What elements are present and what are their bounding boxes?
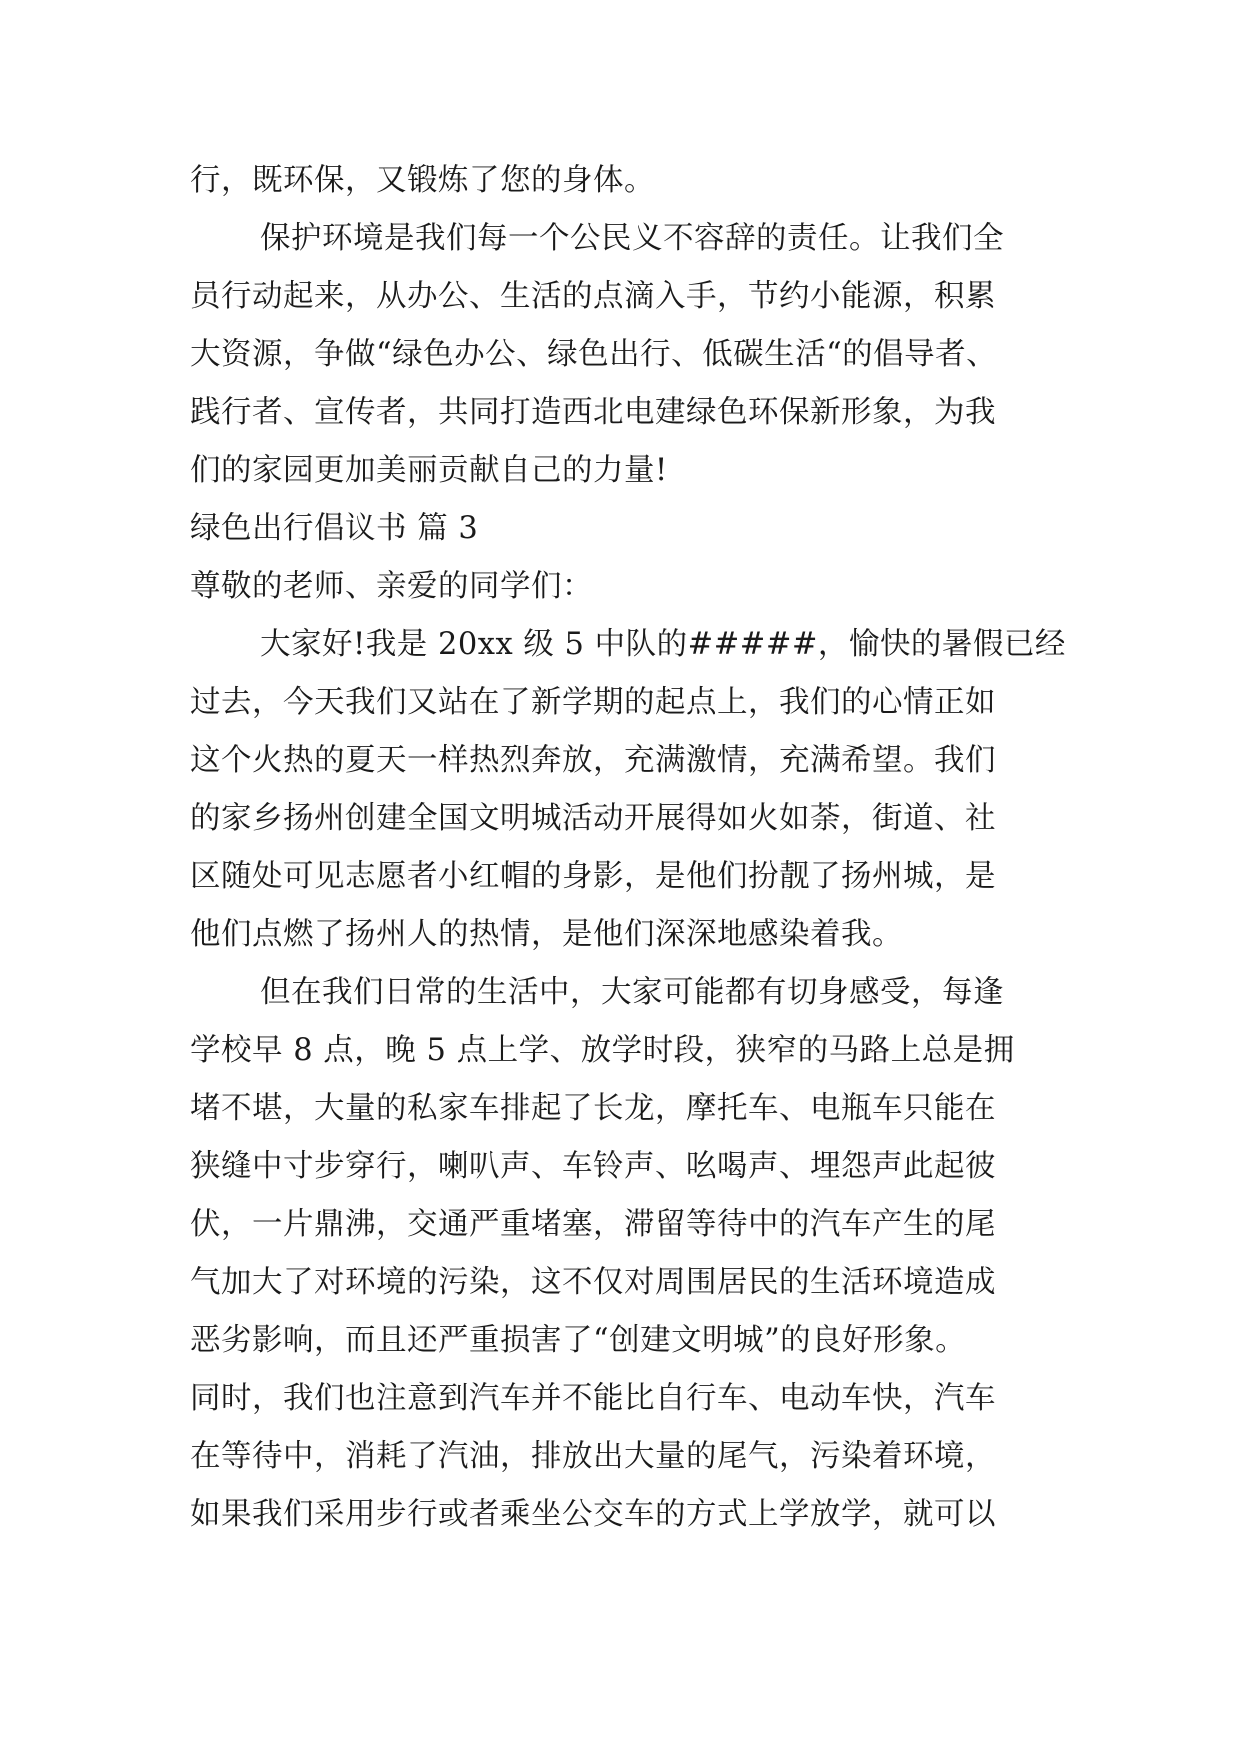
text-line: 行，既环保，又锻炼了您的身体。 [190, 163, 655, 198]
paragraph-start-line: 保护环境是我们每一个公民义不容辞的责任。让我们全 [260, 221, 1004, 256]
text-line: 大资源，争做“绿色办公、绿色出行、低碳生活“的倡导者、 [190, 337, 998, 372]
section-heading: 绿色出行倡议书 篇 3 [190, 511, 479, 546]
document-body [190, 152, 1070, 1544]
text-line: 堵不堪，大量的私家车排起了长龙，摩托车、电瓶车只能在 [190, 1091, 996, 1126]
text-line: 员行动起来，从办公、生活的点滴入手，节约小能源，积累 [190, 279, 996, 314]
text-line: 同时，我们也注意到汽车并不能比自行车、电动车快，汽车 [190, 1381, 996, 1416]
text-line: 这个火热的夏天一样热烈奔放，充满激情，充满希望。我们 [190, 743, 996, 778]
text-line: 他们点燃了扬州人的热情，是他们深深地感染着我。 [190, 917, 903, 952]
paragraph-start-line: 大家好!我是 20xx 级 5 中队的#####，愉快的暑假已经 [260, 627, 1066, 662]
text-line: 狭缝中寸步穿行，喇叭声、车铃声、吆喝声、埋怨声此起彼 [190, 1149, 996, 1184]
text-line: 过去，今天我们又站在了新学期的起点上，我们的心情正如 [190, 685, 996, 720]
text-line: 气加大了对环境的污染，这不仅对周围居民的生活环境造成 [190, 1265, 996, 1300]
text-line: 在等待中，消耗了汽油，排放出大量的尾气，污染着环境， [190, 1439, 996, 1474]
text-line: 践行者、宣传者，共同打造西北电建绿色环保新形象，为我 [190, 395, 996, 430]
text-line: 区随处可见志愿者小红帽的身影，是他们扮靓了扬州城，是 [190, 859, 996, 894]
text-line: 们的家园更加美丽贡献自己的力量! [190, 453, 668, 488]
text-line: 的家乡扬州创建全国文明城活动开展得如火如荼，街道、社 [190, 801, 996, 836]
text-line: 伏，一片鼎沸，交通严重堵塞，滞留等待中的汽车产生的尾 [190, 1207, 996, 1242]
paragraph-start-line: 但在我们日常的生活中，大家可能都有切身感受，每逢 [260, 975, 1004, 1010]
text-line: 恶劣影响，而且还严重损害了“创建文明城”的良好形象。 [190, 1323, 967, 1358]
text-line: 学校早 8 点，晚 5 点上学、放学时段，狭窄的马路上总是拥 [190, 1033, 1015, 1068]
text-line: 如果我们采用步行或者乘坐公交车的方式上学放学，就可以 [190, 1497, 996, 1532]
salutation: 尊敬的老师、亲爱的同学们： [190, 569, 593, 604]
